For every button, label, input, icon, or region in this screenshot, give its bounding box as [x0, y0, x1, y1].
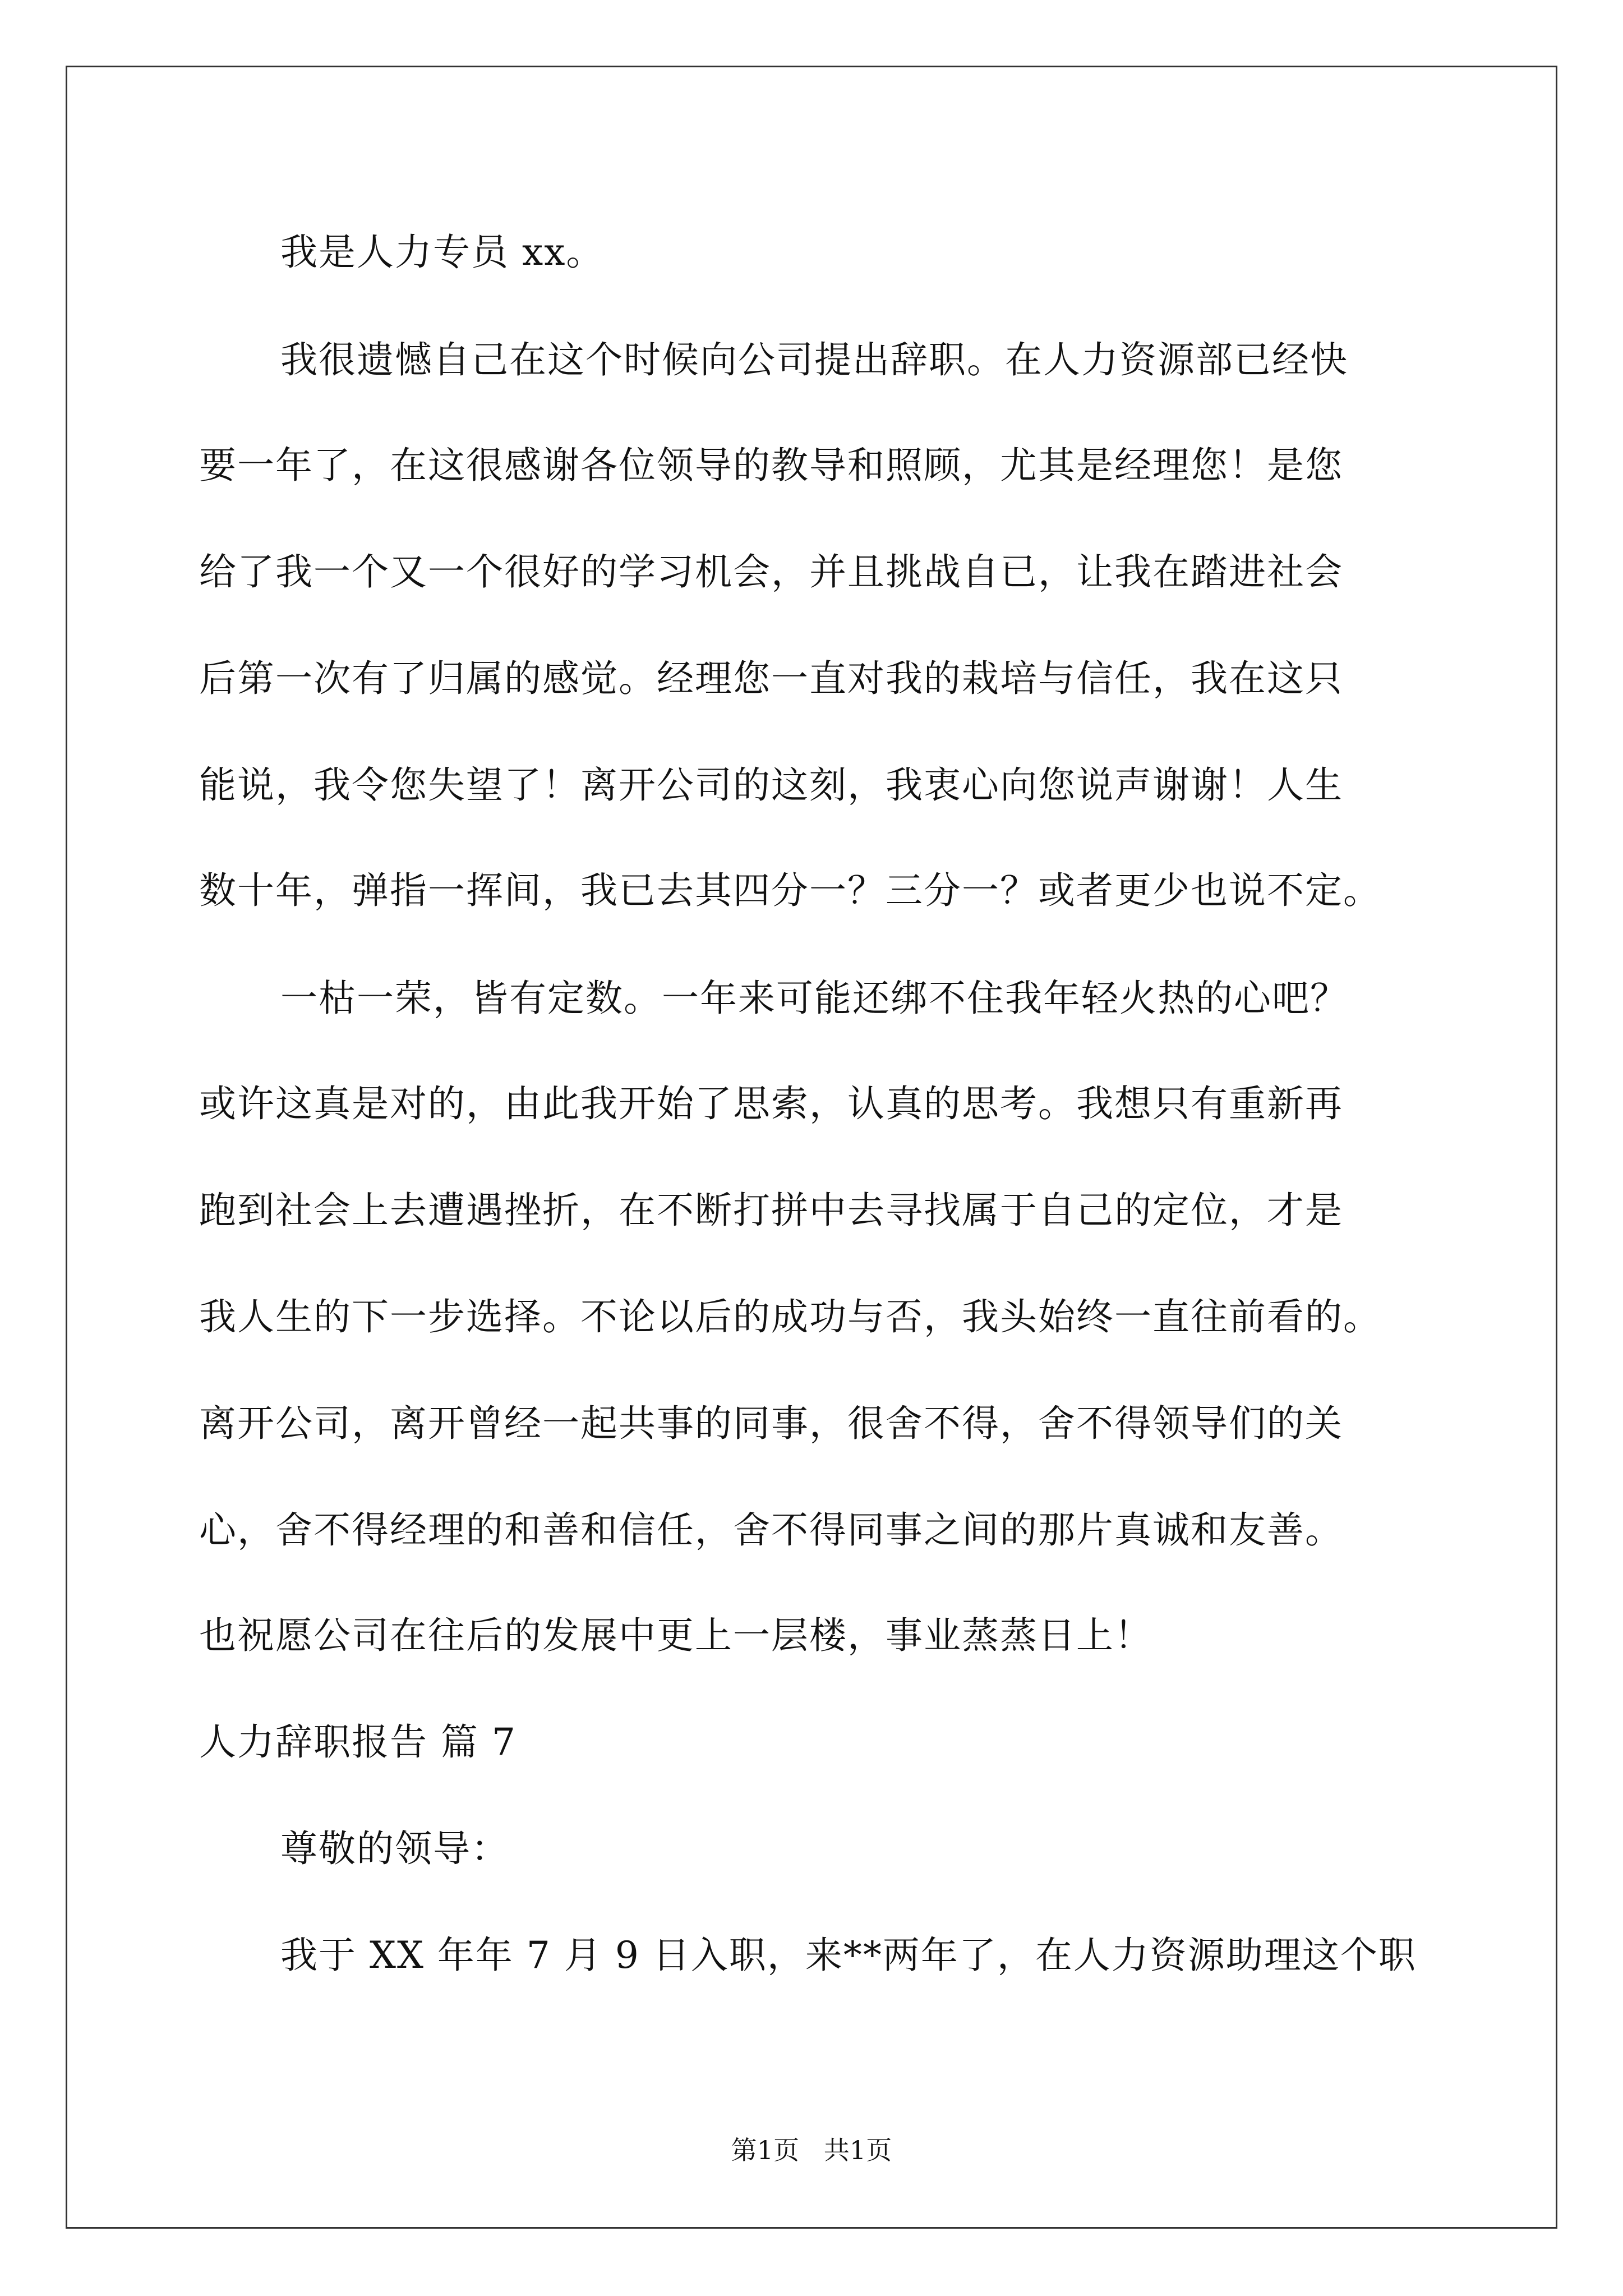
text-line-3: 要一年了，在这很感谢各位领导的教导和照顾，尤其是经理您！是您	[199, 444, 1343, 487]
text-line-6: 能说，我令您失望了！离开公司的这刻，我衷心向您说声谢谢！人生	[199, 763, 1343, 807]
text-line-8: 一枯一荣，皆有定数。一年来可能还绑不住我年轻火热的心吧？	[280, 977, 1348, 1020]
page-border	[66, 66, 1557, 2229]
text-line-17: 我于 XX 年年 7 月 9 日入职，来**两年了，在人力资源助理这个职	[280, 1934, 1417, 1977]
section-heading: 人力辞职报告 篇 7	[199, 1720, 517, 1764]
text-line-7: 数十年，弹指一挥间，我已去其四分一？三分一？或者更少也说不定。	[199, 869, 1381, 912]
text-line-13: 心，舍不得经理的和善和信任，舍不得同事之间的那片真诚和友善。	[199, 1508, 1343, 1552]
text-line-9: 或许这真是对的，由此我开始了思索，认真的思考。我想只有重新再	[199, 1082, 1343, 1125]
text-line-1: 我是人力专员 xx。	[280, 231, 605, 274]
salutation: 尊敬的领导：	[280, 1827, 509, 1870]
text-line-12: 离开公司，离开曾经一起共事的同事，很舍不得，舍不得领导们的关	[199, 1402, 1343, 1445]
text-line-5: 后第一次有了归属的感觉。经理您一直对我的栽培与信任，我在这只	[199, 657, 1343, 700]
text-line-2: 我很遗憾自己在这个时候向公司提出辞职。在人力资源部已经快	[280, 338, 1348, 381]
page-footer: 第1页 共1页	[731, 2135, 892, 2165]
text-line-14: 也祝愿公司在往后的发展中更上一层楼，事业蒸蒸日上！	[199, 1614, 1152, 1657]
text-line-11: 我人生的下一步选择。不论以后的成功与否，我头始终一直往前看的。	[199, 1295, 1381, 1338]
text-line-4: 给了我一个又一个很好的学习机会，并且挑战自已，让我在踏进社会	[199, 550, 1343, 593]
text-line-10: 跑到社会上去遭遇挫折，在不断打拼中去寻找属于自己的定位，才是	[199, 1189, 1343, 1232]
